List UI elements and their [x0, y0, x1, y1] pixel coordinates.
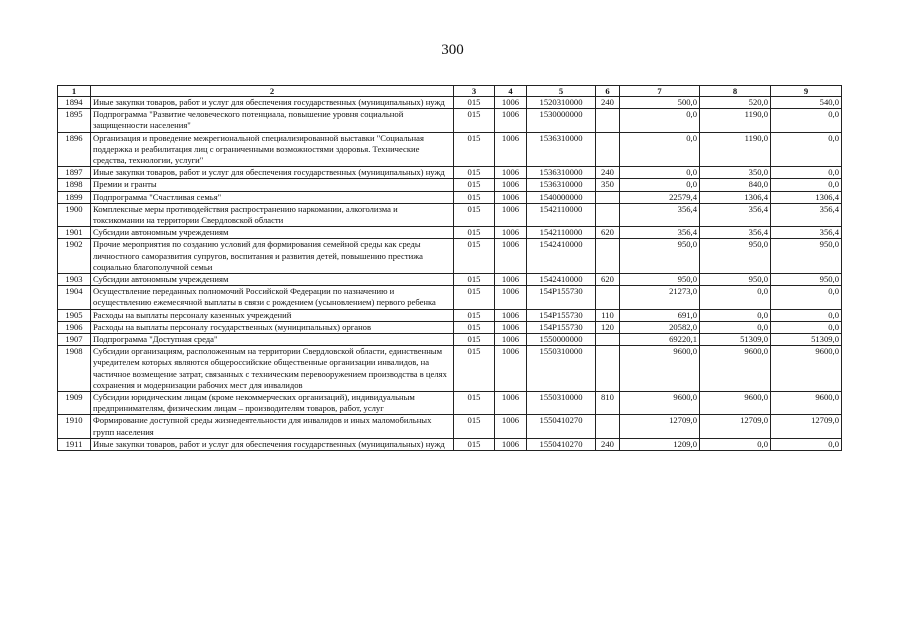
expense-type-code [596, 346, 620, 392]
row-number: 1903 [58, 274, 91, 286]
expense-type-code: 620 [596, 227, 620, 239]
row-number: 1908 [58, 346, 91, 392]
ministry-code: 015 [454, 167, 495, 179]
section-code: 1006 [495, 415, 527, 438]
amount-col-9: 1306,4 [771, 191, 842, 203]
expense-type-code: 240 [596, 97, 620, 109]
ministry-code: 015 [454, 132, 495, 167]
amount-col-7: 9600,0 [620, 346, 700, 392]
amount-col-7: 20582,0 [620, 321, 700, 333]
amount-col-9: 0,0 [771, 109, 842, 132]
amount-col-7: 950,0 [620, 274, 700, 286]
table-row [58, 438, 842, 450]
ministry-code: 015 [454, 334, 495, 346]
section-code: 1006 [495, 191, 527, 203]
row-description: Иные закупки товаров, работ и услуг для обеспечения государственных (муниципальных) нужд [91, 438, 454, 450]
target-article-code: 1520310000 [527, 97, 596, 109]
row-description: Комплексные меры противодействия распространению наркомании, алкоголизма и токсикомании на территории Свердловской области [91, 203, 454, 226]
ministry-code: 015 [454, 346, 495, 392]
row-description: Иные закупки товаров, работ и услуг для обеспечения государственных (муниципальных) нужд [91, 97, 454, 109]
amount-col-8: 0,0 [700, 286, 771, 309]
ministry-code: 015 [454, 109, 495, 132]
table-row [58, 334, 842, 346]
amount-col-9: 0,0 [771, 167, 842, 179]
table-row [58, 109, 842, 132]
amount-col-7: 12709,0 [620, 415, 700, 438]
ministry-code: 015 [454, 274, 495, 286]
table-row [58, 309, 842, 321]
amount-col-8: 950,0 [700, 274, 771, 286]
amount-col-7: 0,0 [620, 109, 700, 132]
table-row [58, 286, 842, 309]
row-number: 1895 [58, 109, 91, 132]
amount-col-9: 0,0 [771, 132, 842, 167]
table-row [58, 321, 842, 333]
row-number: 1911 [58, 438, 91, 450]
expense-type-code [596, 415, 620, 438]
expense-type-code [596, 286, 620, 309]
amount-col-9: 356,4 [771, 227, 842, 239]
amount-col-8: 0,0 [700, 438, 771, 450]
target-article-code: 1550410270 [527, 438, 596, 450]
row-description: Расходы на выплаты персоналу государственных (муниципальных) органов [91, 321, 454, 333]
header-col-2: 2 [91, 86, 454, 97]
table-row [58, 227, 842, 239]
row-description: Иные закупки товаров, работ и услуг для обеспечения государственных (муниципальных) нужд [91, 167, 454, 179]
row-number: 1910 [58, 415, 91, 438]
section-code: 1006 [495, 274, 527, 286]
table-header-row [58, 86, 842, 97]
amount-col-7: 0,0 [620, 132, 700, 167]
row-number: 1905 [58, 309, 91, 321]
amount-col-9: 12709,0 [771, 415, 842, 438]
row-number: 1904 [58, 286, 91, 309]
target-article-code: 1542410000 [527, 274, 596, 286]
ministry-code: 015 [454, 239, 495, 274]
amount-col-7: 69220,1 [620, 334, 700, 346]
amount-col-8: 12709,0 [700, 415, 771, 438]
amount-col-9: 950,0 [771, 274, 842, 286]
target-article-code: 1542110000 [527, 227, 596, 239]
table-row [58, 239, 842, 274]
section-code: 1006 [495, 392, 527, 415]
amount-col-8: 0,0 [700, 321, 771, 333]
amount-col-7: 356,4 [620, 227, 700, 239]
target-article-code: 154P155730 [527, 309, 596, 321]
expense-type-code: 350 [596, 179, 620, 191]
amount-col-7: 950,0 [620, 239, 700, 274]
ministry-code: 015 [454, 392, 495, 415]
section-code: 1006 [495, 346, 527, 392]
expense-type-code: 110 [596, 309, 620, 321]
row-number: 1902 [58, 239, 91, 274]
target-article-code: 1550410270 [527, 415, 596, 438]
header-col-5: 5 [527, 86, 596, 97]
amount-col-8: 840,0 [700, 179, 771, 191]
section-code: 1006 [495, 239, 527, 274]
amount-col-8: 356,4 [700, 227, 771, 239]
ministry-code: 015 [454, 438, 495, 450]
amount-col-8: 9600,0 [700, 392, 771, 415]
table-row [58, 167, 842, 179]
header-col-7: 7 [620, 86, 700, 97]
amount-col-8: 1190,0 [700, 109, 771, 132]
ministry-code: 015 [454, 286, 495, 309]
table-row [58, 346, 842, 392]
amount-col-9: 540,0 [771, 97, 842, 109]
row-number: 1907 [58, 334, 91, 346]
table-row [58, 179, 842, 191]
table-row [58, 392, 842, 415]
section-code: 1006 [495, 132, 527, 167]
target-article-code: 1542410000 [527, 239, 596, 274]
amount-col-8: 0,0 [700, 309, 771, 321]
header-col-3: 3 [454, 86, 495, 97]
expense-type-code: 240 [596, 438, 620, 450]
target-article-code: 154P155730 [527, 286, 596, 309]
table-row [58, 274, 842, 286]
table-row [58, 132, 842, 167]
row-description: Подпрограмма "Развитие человеческого потенциала, повышение уровня социальной защищенности населения" [91, 109, 454, 132]
section-code: 1006 [495, 109, 527, 132]
row-description: Премии и гранты [91, 179, 454, 191]
header-col-6: 6 [596, 86, 620, 97]
amount-col-7: 9600,0 [620, 392, 700, 415]
row-number: 1900 [58, 203, 91, 226]
amount-col-9: 9600,0 [771, 346, 842, 392]
target-article-code: 1536310000 [527, 179, 596, 191]
amount-col-9: 950,0 [771, 239, 842, 274]
table-row [58, 203, 842, 226]
ministry-code: 015 [454, 415, 495, 438]
table-row [58, 97, 842, 109]
row-description: Субсидии юридическим лицам (кроме некоммерческих организаций), индивидуальным предпринимателям, физическим лицам – производителям товаров, работ, услуг [91, 392, 454, 415]
row-number: 1901 [58, 227, 91, 239]
target-article-code: 1540000000 [527, 191, 596, 203]
section-code: 1006 [495, 227, 527, 239]
target-article-code: 1536310000 [527, 167, 596, 179]
row-description: Субсидии автономным учреждениям [91, 274, 454, 286]
row-number: 1894 [58, 97, 91, 109]
section-code: 1006 [495, 97, 527, 109]
amount-col-7: 0,0 [620, 179, 700, 191]
table-row [58, 191, 842, 203]
amount-col-9: 0,0 [771, 438, 842, 450]
expense-type-code [596, 109, 620, 132]
ministry-code: 015 [454, 227, 495, 239]
amount-col-7: 691,0 [620, 309, 700, 321]
section-code: 1006 [495, 167, 527, 179]
table-row [58, 415, 842, 438]
expense-type-code: 240 [596, 167, 620, 179]
section-code: 1006 [495, 179, 527, 191]
table-body [58, 97, 842, 451]
amount-col-8: 51309,0 [700, 334, 771, 346]
row-description: Субсидии автономным учреждениям [91, 227, 454, 239]
target-article-code: 154P155730 [527, 321, 596, 333]
header-col-1: 1 [58, 86, 91, 97]
section-code: 1006 [495, 438, 527, 450]
expense-type-code: 810 [596, 392, 620, 415]
target-article-code: 1550000000 [527, 334, 596, 346]
amount-col-9: 356,4 [771, 203, 842, 226]
row-description: Подпрограмма "Доступная среда" [91, 334, 454, 346]
page-number: 300 [441, 42, 464, 58]
header-col-8: 8 [700, 86, 771, 97]
target-article-code: 1550310000 [527, 346, 596, 392]
row-number: 1906 [58, 321, 91, 333]
amount-col-8: 520,0 [700, 97, 771, 109]
amount-col-9: 0,0 [771, 309, 842, 321]
ministry-code: 015 [454, 191, 495, 203]
section-code: 1006 [495, 309, 527, 321]
row-description: Подпрограмма "Счастливая семья" [91, 191, 454, 203]
header-col-4: 4 [495, 86, 527, 97]
expense-type-code [596, 239, 620, 274]
amount-col-8: 950,0 [700, 239, 771, 274]
header-col-9: 9 [771, 86, 842, 97]
amount-col-9: 0,0 [771, 321, 842, 333]
budget-table [57, 85, 842, 451]
expense-type-code [596, 203, 620, 226]
section-code: 1006 [495, 334, 527, 346]
row-number: 1909 [58, 392, 91, 415]
expense-type-code [596, 132, 620, 167]
ministry-code: 015 [454, 179, 495, 191]
expense-type-code [596, 191, 620, 203]
ministry-code: 015 [454, 97, 495, 109]
target-article-code: 1530000000 [527, 109, 596, 132]
target-article-code: 1542110000 [527, 203, 596, 226]
row-description: Прочие мероприятия по созданию условий для формирования семейной среды как среды личностного саморазвития супругов, воспитания и развития детей, повышению престижа социально благополучной семьи [91, 239, 454, 274]
row-description: Осуществление переданных полномочий Российской Федерации по назначению и осуществлению ежемесячной выплаты в связи с рождением (усыновлением) первого ребенка [91, 286, 454, 309]
amount-col-9: 9600,0 [771, 392, 842, 415]
ministry-code: 015 [454, 309, 495, 321]
amount-col-8: 1190,0 [700, 132, 771, 167]
row-number: 1898 [58, 179, 91, 191]
amount-col-7: 356,4 [620, 203, 700, 226]
amount-col-9: 0,0 [771, 179, 842, 191]
amount-col-7: 22579,4 [620, 191, 700, 203]
row-number: 1896 [58, 132, 91, 167]
row-number: 1897 [58, 167, 91, 179]
section-code: 1006 [495, 286, 527, 309]
row-description: Расходы на выплаты персоналу казенных учреждений [91, 309, 454, 321]
expense-type-code: 120 [596, 321, 620, 333]
amount-col-8: 9600,0 [700, 346, 771, 392]
amount-col-8: 1306,4 [700, 191, 771, 203]
target-article-code: 1550310000 [527, 392, 596, 415]
amount-col-8: 356,4 [700, 203, 771, 226]
amount-col-8: 350,0 [700, 167, 771, 179]
section-code: 1006 [495, 321, 527, 333]
row-description: Субсидии организациям, расположенным на территории Свердловской области, единственным учредителем которых являются общероссийские общественные организации инвалидов, на частичное возмещение затрат, связанных с техническим перевооружением производства в целях сохранения и модернизации рабочих мест для инвалидов [91, 346, 454, 392]
ministry-code: 015 [454, 321, 495, 333]
section-code: 1006 [495, 203, 527, 226]
ministry-code: 015 [454, 203, 495, 226]
expense-type-code: 620 [596, 274, 620, 286]
row-description: Формирование доступной среды жизнедеятельности для инвалидов и иных маломобильных групп населения [91, 415, 454, 438]
target-article-code: 1536310000 [527, 132, 596, 167]
amount-col-7: 21273,0 [620, 286, 700, 309]
amount-col-7: 500,0 [620, 97, 700, 109]
amount-col-7: 0,0 [620, 167, 700, 179]
amount-col-9: 0,0 [771, 286, 842, 309]
expense-type-code [596, 334, 620, 346]
amount-col-7: 1209,0 [620, 438, 700, 450]
row-description: Организация и проведение межрегиональной специализированной выставки "Социальная поддержка и реабилитация лиц с ограниченными возможностями здоровья. Технические средства, технологии, услуги" [91, 132, 454, 167]
amount-col-9: 51309,0 [771, 334, 842, 346]
row-number: 1899 [58, 191, 91, 203]
